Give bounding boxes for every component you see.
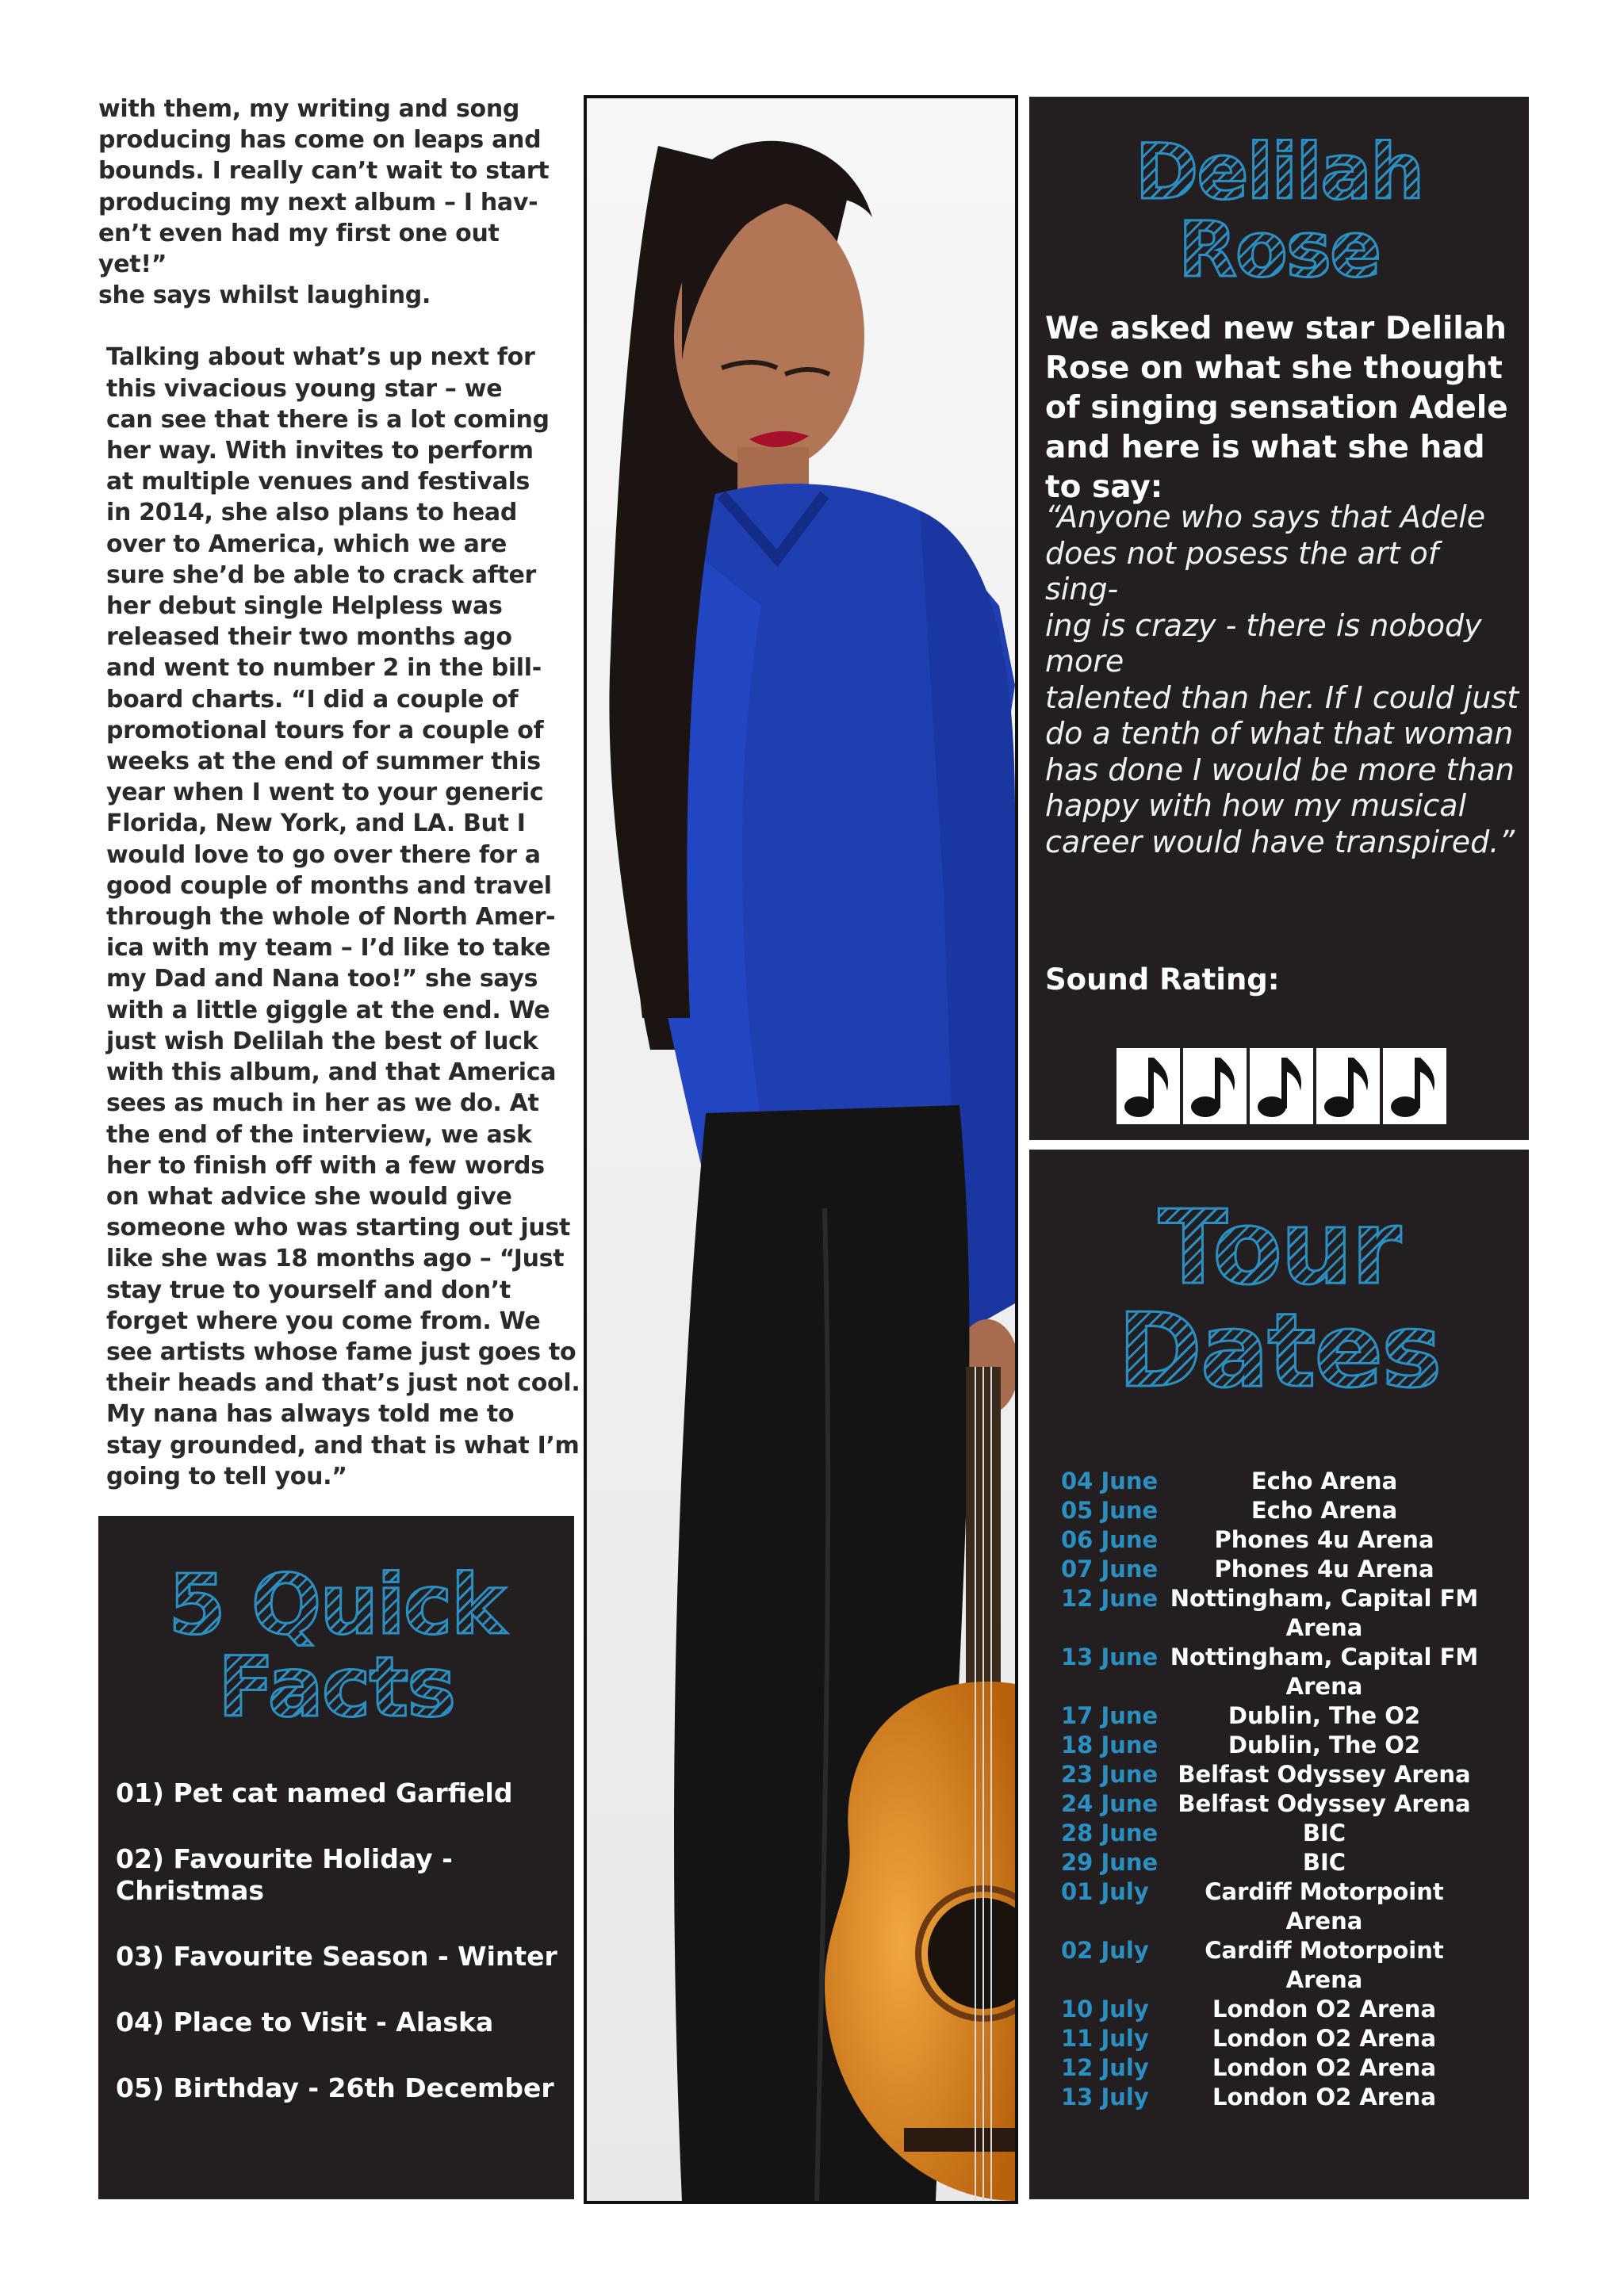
quick-fact-item: 05) Birthday - 26th December xyxy=(116,2072,554,2103)
quick-facts-panel xyxy=(98,1516,574,2199)
tour-venue: Cardiff Motorpoint Arena xyxy=(1205,1878,1444,1934)
tour-dates-heading xyxy=(1029,1189,1529,1410)
tour-date-row xyxy=(1061,1701,1505,1731)
tour-venue: Nottingham, Capital FM Arena xyxy=(1170,1585,1479,1641)
tour-venue: BIC xyxy=(1302,1849,1346,1876)
tour-date: 13 July xyxy=(1061,2084,1149,2110)
tour-date-row xyxy=(1061,2083,1505,2112)
delilah-rose-heading xyxy=(1029,128,1529,294)
tour-date-row xyxy=(1061,1848,1505,1877)
tour-date: 18 June xyxy=(1061,1732,1159,1758)
interview-intro: We asked new star Delilah Rose on what she thought of singing sensation Adele and here is what she had to say: xyxy=(1045,311,1508,505)
tour-date-row xyxy=(1061,1467,1505,1496)
tour-date: 01 July xyxy=(1061,1878,1149,1905)
tour-date-row xyxy=(1061,2053,1505,2083)
tour-date: 05 June xyxy=(1061,1497,1159,1524)
quick-facts-list xyxy=(116,1777,574,2138)
tour-date-row xyxy=(1061,1760,1505,1789)
tour-date: 13 June xyxy=(1061,1644,1159,1670)
tour-date-row xyxy=(1061,1584,1505,1643)
sound-rating-label: Sound Rating: xyxy=(1045,962,1280,997)
interview-quote: “Anyone who says that Adele does not posess the art of sing- ing is crazy - there is nobody more talented than her. If I could just do a tenth of what that woman has done I would be more than happy with how my musical career would have transpired.” xyxy=(1045,499,1519,859)
tour-venue: Dublin, The O2 xyxy=(1228,1732,1421,1758)
article-column xyxy=(98,94,580,1554)
artist-photo-illustration xyxy=(587,98,1015,2201)
tour-date: 04 June xyxy=(1061,1468,1159,1494)
tour-venue: Echo Arena xyxy=(1251,1497,1398,1524)
tour-date: 23 June xyxy=(1061,1761,1159,1788)
tour-date-row xyxy=(1061,2024,1505,2053)
tour-date-row xyxy=(1061,1936,1505,1995)
quick-fact-item: 02) Favourite Holiday - Christmas xyxy=(116,1843,453,1906)
quick-facts-heading-line1: 5 Quick xyxy=(168,1556,504,1653)
tour-date: 06 June xyxy=(1061,1526,1159,1553)
tour-venue: Belfast Odyssey Arena xyxy=(1178,1790,1471,1817)
tour-date: 07 June xyxy=(1061,1556,1159,1582)
tour-date-row xyxy=(1061,1819,1505,1848)
quick-facts-heading xyxy=(98,1556,574,1735)
sound-rating xyxy=(1116,1048,1446,1124)
tour-date: 17 June xyxy=(1061,1702,1159,1729)
tour-venue: London O2 Arena xyxy=(1212,2084,1437,2110)
tour-venue: Phones 4u Arena xyxy=(1214,1556,1434,1582)
tour-dates-list xyxy=(1061,1467,1505,2112)
music-note-icon xyxy=(1116,1048,1180,1124)
tour-venue: Cardiff Motorpoint Arena xyxy=(1205,1937,1444,1993)
tour-date-row xyxy=(1061,1731,1505,1760)
quick-fact-item: 04) Place to Visit - Alaska xyxy=(116,2007,494,2038)
tour-dates-heading-line2: Dates xyxy=(1117,1292,1441,1410)
quick-facts-heading-line2: Facts xyxy=(217,1639,455,1735)
tour-date: 12 June xyxy=(1061,1585,1159,1612)
tour-date: 02 July xyxy=(1061,1937,1149,1964)
tour-venue: BIC xyxy=(1302,1820,1346,1846)
music-note-icon xyxy=(1316,1048,1380,1124)
tour-date: 29 June xyxy=(1061,1849,1159,1876)
tour-dates-panel xyxy=(1029,1150,1529,2199)
tour-date-row xyxy=(1061,1496,1505,1525)
tour-venue: London O2 Arena xyxy=(1212,2054,1437,2081)
tour-date: 12 July xyxy=(1061,2054,1149,2081)
delilah-rose-heading-line1: Delilah xyxy=(1135,128,1423,216)
tour-venue: London O2 Arena xyxy=(1212,2025,1437,2052)
article-paragraph-1: with them, my writing and song producing has come on leaps and bounds. I really can’t wait to start producing my next album – I hav- en’t even had my first one out yet!” she says whilst laughing. xyxy=(98,95,550,310)
tour-date-row xyxy=(1061,1995,1505,2024)
article-paragraph-2: Talking about what’s up next for this vivacious young star – we can see that there is a lot coming her way. With invites to perform at multiple venues and festivals in 2014, she also plans to head over to America, which we are sure she’d be able to crack after her debut single Helpless was released their two months ago and went to number 2 in the bill- board charts. “I did a couple of promotional tours for a couple of weeks at the end of summer this year when I went to your generic Florida, New York, and LA. But I would love to go over there for a good couple of months and travel through the whole of North Amer- ica with my team – I’d like to take my Dad and Nana too!” she says with a little giggle at the end. We just wish Delilah the best of luck with this album, and that America sees as much in her as we do. At the end of the interview, we ask her to finish off with a few words on what advice she would give someone who was starting out just like she was 18 months ago – “Just stay true to yourself and don’t forget where you come from. We see artists whose fame just goes to their heads and that’s just not cool. My nana has always told me to stay grounded, and that is what I’m going to tell you.” xyxy=(106,343,580,1490)
tour-date-row xyxy=(1061,1525,1505,1555)
artist-photo xyxy=(584,95,1018,2204)
music-note-icon xyxy=(1383,1048,1446,1124)
tour-dates-heading-line1: Tour xyxy=(1158,1189,1400,1307)
tour-date-row xyxy=(1061,1555,1505,1584)
tour-venue: London O2 Arena xyxy=(1212,1996,1437,2022)
tour-venue: Belfast Odyssey Arena xyxy=(1178,1761,1471,1788)
tour-venue: Phones 4u Arena xyxy=(1214,1526,1434,1553)
tour-venue: Echo Arena xyxy=(1251,1468,1398,1494)
tour-venue: Nottingham, Capital FM Arena xyxy=(1170,1644,1479,1700)
quick-fact-item: 03) Favourite Season - Winter xyxy=(116,1941,557,1972)
tour-date: 10 July xyxy=(1061,1996,1149,2022)
quick-fact-item: 01) Pet cat named Garfield xyxy=(116,1777,513,1808)
tour-venue: Dublin, The O2 xyxy=(1228,1702,1421,1729)
tour-date-row xyxy=(1061,1789,1505,1819)
tour-date: 11 July xyxy=(1061,2025,1149,2052)
tour-date-row xyxy=(1061,1643,1505,1701)
tour-date: 28 June xyxy=(1061,1820,1159,1846)
tour-date-row xyxy=(1061,1877,1505,1936)
delilah-rose-panel xyxy=(1029,97,1529,1140)
music-note-icon xyxy=(1183,1048,1247,1124)
delilah-rose-heading-line2: Rose xyxy=(1178,205,1381,294)
music-note-icon xyxy=(1250,1048,1313,1124)
tour-date: 24 June xyxy=(1061,1790,1159,1817)
